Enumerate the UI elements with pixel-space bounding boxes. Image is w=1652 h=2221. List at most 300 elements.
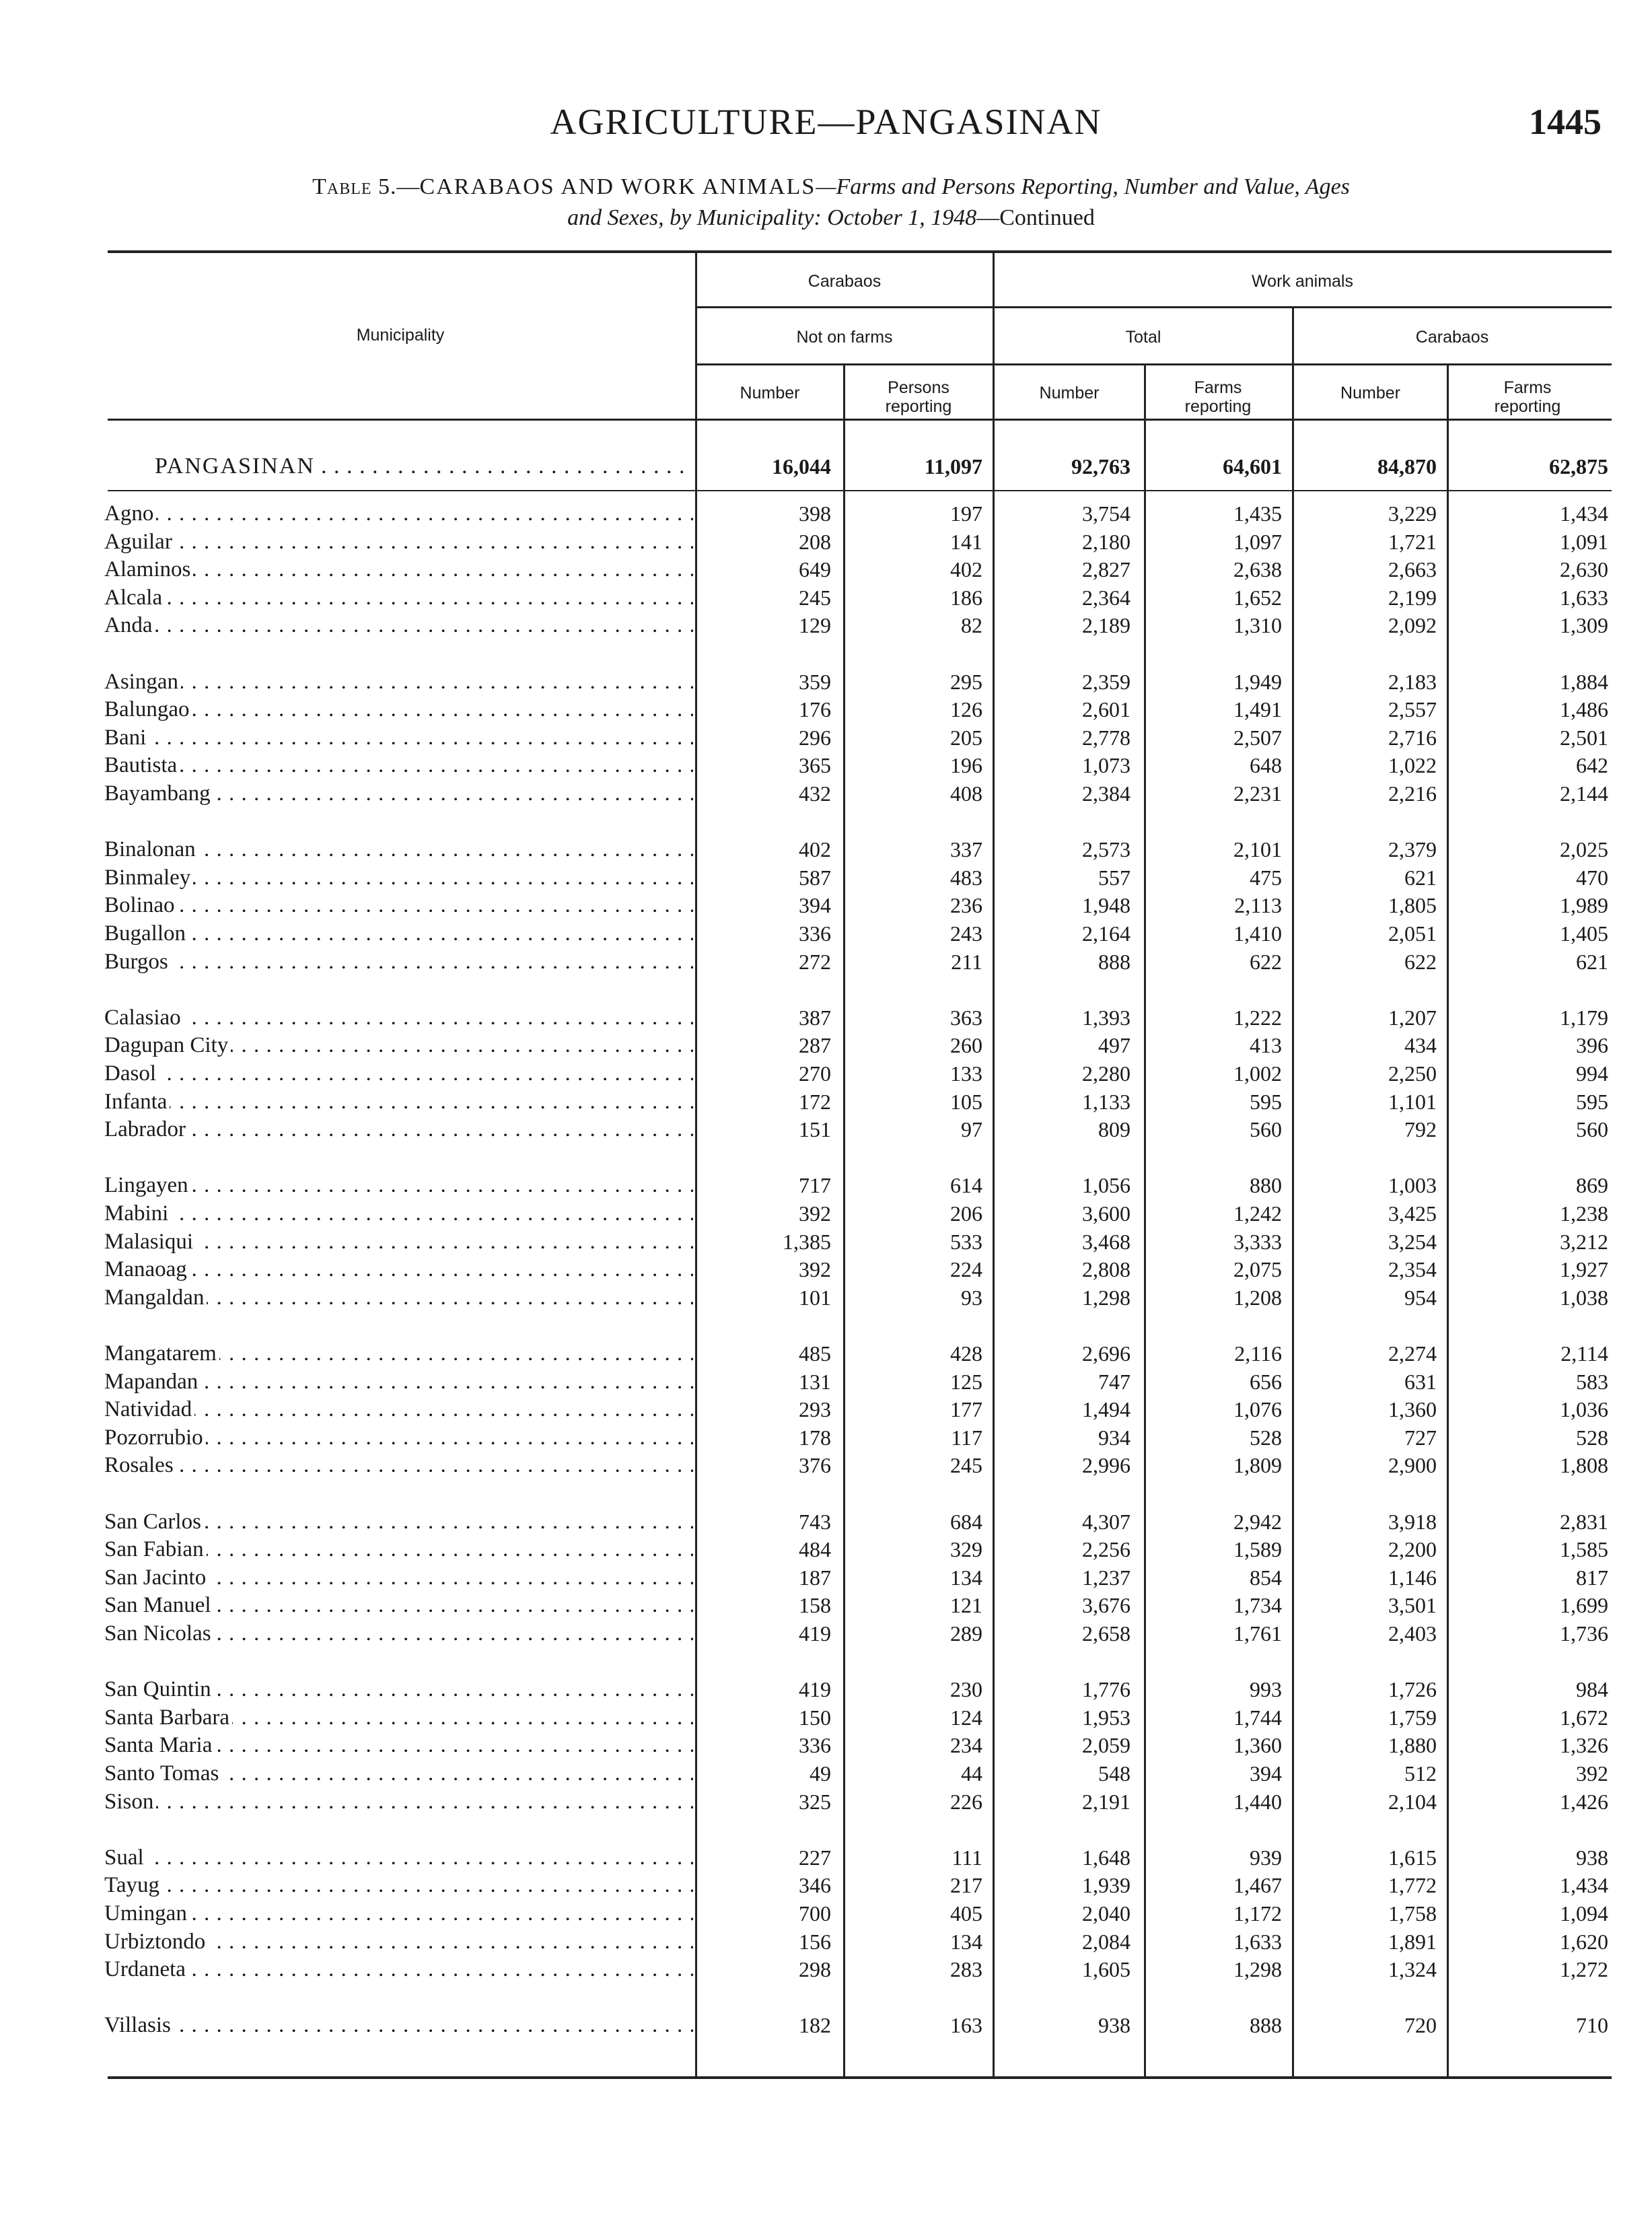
table-cell: 2,507 [1233, 725, 1282, 750]
table-cell: 396 [1576, 1033, 1608, 1058]
municipality-name: San Manuel . . . [104, 1591, 693, 1619]
table-row [0, 891, 1652, 919]
table-cell: 548 [1098, 1761, 1130, 1786]
table-cell: 1,486 [1560, 697, 1608, 722]
table-cell: 1,076 [1233, 1397, 1282, 1422]
table-cell: 196 [950, 753, 982, 778]
table-cell: 1,022 [1388, 753, 1437, 778]
top-rule [108, 250, 1612, 253]
table-cell: 880 [1250, 1173, 1282, 1198]
table-cell: 1,953 [1082, 1705, 1130, 1730]
table-cell: 408 [950, 781, 982, 806]
table-cell: 2,900 [1388, 1453, 1437, 1478]
table-cell: 2,996 [1082, 1453, 1130, 1478]
municipality-name: Urbiztondo . . . [104, 1928, 693, 1956]
table-cell: 236 [950, 893, 982, 918]
table-cell: 1,324 [1388, 1957, 1437, 1982]
municipality-name: Sual . . . [104, 1843, 693, 1872]
table-cell: 293 [799, 1397, 831, 1422]
municipality-name: Bautista . . . [104, 751, 693, 779]
table-cell: 614 [950, 1173, 982, 1198]
table-cell: 1,891 [1388, 1929, 1437, 1954]
table-row [0, 695, 1652, 724]
table-cell: 2,092 [1388, 613, 1437, 638]
table-cell: 1,494 [1082, 1397, 1130, 1422]
table-cell: 1,736 [1560, 1621, 1608, 1646]
table-cell: 1,360 [1388, 1397, 1437, 1422]
col-number-heading-2: Number [1039, 384, 1100, 402]
table-cell: 1,146 [1388, 1565, 1437, 1590]
table-cell: 1,238 [1560, 1201, 1608, 1226]
table-cell: 1,038 [1560, 1285, 1608, 1310]
col-farms-reporting-heading-1: Farms reporting [1184, 378, 1252, 416]
table-cell: 82 [961, 613, 982, 638]
table-cell: 2,280 [1082, 1061, 1130, 1086]
table-cell: 1,615 [1388, 1845, 1437, 1870]
table-cell: 938 [1098, 2013, 1130, 2038]
municipality-name: Urdaneta . . . [104, 1955, 693, 1983]
table-cell: 208 [799, 529, 831, 554]
table-row [0, 779, 1652, 808]
table-cell: 2,827 [1082, 557, 1130, 582]
table-cell: 1,298 [1233, 1957, 1282, 1982]
municipality-name: Agno . . . [104, 499, 693, 528]
municipality-name: Villasis . . . [104, 2011, 693, 2039]
table-cell: 642 [1576, 753, 1608, 778]
table-cell: 283 [950, 1957, 982, 1982]
table-cell: 1,385 [783, 1229, 831, 1254]
page-title: AGRICULTURE—PANGASINAN [550, 102, 1102, 142]
table-row [0, 584, 1652, 612]
table-cell: 93 [961, 1285, 982, 1310]
table-cell: 134 [950, 1929, 982, 1954]
table-cell: 206 [950, 1201, 982, 1226]
municipality-name: Labrador . . . [104, 1115, 693, 1143]
table-cell: 432 [799, 781, 831, 806]
table-cell: 2,189 [1082, 613, 1130, 638]
table-cell: 2,354 [1388, 1257, 1437, 1282]
table-cell: 528 [1576, 1425, 1608, 1450]
table-cell: 434 [1404, 1033, 1437, 1058]
table-row [0, 1675, 1652, 1703]
total-cell: 11,097 [924, 454, 982, 479]
table-cell: 234 [950, 1733, 982, 1758]
table-cell: 2,384 [1082, 781, 1130, 806]
table-cell: 1,759 [1388, 1705, 1437, 1730]
table-cell: 2,191 [1082, 1789, 1130, 1814]
table-row [0, 863, 1652, 892]
table-cell: 1,298 [1082, 1285, 1130, 1310]
municipality-name: Rosales . . . [104, 1451, 693, 1479]
table-cell: 2,051 [1388, 921, 1437, 946]
table-row [0, 1535, 1652, 1563]
table-cell: 151 [799, 1117, 831, 1142]
table-cell: 1,310 [1233, 613, 1282, 638]
table-cell: 121 [950, 1593, 982, 1618]
table-cell: 3,254 [1388, 1229, 1437, 1254]
table-cell: 497 [1098, 1033, 1130, 1058]
table-label: Table 5. [312, 174, 397, 199]
municipality-name: Mapandan . . . [104, 1368, 693, 1396]
table-cell: 684 [950, 1509, 982, 1534]
table-cell: 1,309 [1560, 613, 1608, 638]
table-row [0, 919, 1652, 948]
municipality-name: Bugallon . . . [104, 919, 693, 948]
municipality-name: Infanta . . . [104, 1088, 693, 1116]
col-work-animals-heading: Work animals [1252, 272, 1353, 291]
municipality-name: Bayambang . . . [104, 779, 693, 808]
table-cell: 485 [799, 1341, 831, 1366]
table-cell: 392 [799, 1257, 831, 1282]
table-row [0, 835, 1652, 863]
table-cell: 394 [1250, 1761, 1282, 1786]
table-cell: 3,425 [1388, 1201, 1437, 1226]
table-row [0, 1283, 1652, 1312]
table-cell: 1,491 [1233, 697, 1282, 722]
table-cell: 187 [799, 1565, 831, 1590]
table-cell: 117 [951, 1425, 982, 1450]
table-cell: 150 [799, 1705, 831, 1730]
table-cell: 1,744 [1233, 1705, 1282, 1730]
col-total-heading: Total [1125, 328, 1161, 347]
municipality-name: Balungao . . . [104, 695, 693, 724]
table-row [0, 1788, 1652, 1816]
municipality-name: Anda . . . [104, 611, 693, 639]
table-cell: 336 [799, 921, 831, 946]
table-cell: 1,721 [1388, 529, 1437, 554]
table-cell: 717 [799, 1173, 831, 1198]
table-cell: 710 [1576, 2013, 1608, 2038]
municipality-name: Lingayen . . . [104, 1171, 693, 1199]
table-cell: 2,040 [1082, 1901, 1130, 1926]
table-cell: 295 [950, 669, 982, 694]
municipality-name: Mangaldan . . . [104, 1283, 693, 1312]
municipality-name: Asingan . . . [104, 668, 693, 696]
table-cell: 2,144 [1560, 781, 1608, 806]
table-cell: 197 [950, 501, 982, 526]
municipality-name: Aguilar . . . [104, 528, 693, 556]
table-cell: 49 [810, 1761, 831, 1786]
page-number: 1445 [1529, 102, 1602, 142]
table-cell: 2,274 [1388, 1341, 1437, 1366]
table-row [0, 751, 1652, 779]
table-cell: 1,073 [1082, 753, 1130, 778]
table-cell: 1,809 [1233, 1453, 1282, 1478]
municipality-name: Calasiao . . . [104, 1003, 693, 1032]
table-cell: 1,927 [1560, 1257, 1608, 1282]
table-cell: 376 [799, 1453, 831, 1478]
table-cell: 2,025 [1560, 837, 1608, 862]
table-cell: 2,059 [1082, 1733, 1130, 1758]
continued-label: —Continued [976, 205, 1095, 230]
table-cell: 1,605 [1082, 1957, 1130, 1982]
table-cell: 2,630 [1560, 557, 1608, 582]
table-cell: 289 [950, 1621, 982, 1646]
municipality-name: Tayug . . . [104, 1871, 693, 1899]
table-row [0, 1031, 1652, 1059]
table-cell: 298 [799, 1957, 831, 1982]
table-cell: 2,601 [1082, 697, 1130, 722]
table-cell: 3,600 [1082, 1201, 1130, 1226]
table-row [0, 1731, 1652, 1759]
table-cell: 392 [1576, 1761, 1608, 1786]
table-cell: 2,104 [1388, 1789, 1437, 1814]
table-cell: 809 [1098, 1117, 1130, 1142]
table-cell: 329 [950, 1537, 982, 1562]
table-row [0, 555, 1652, 584]
col-carabaos-heading: Carabaos [807, 272, 882, 291]
table-cell: 595 [1576, 1089, 1608, 1114]
table-row [0, 528, 1652, 556]
table-row [0, 1928, 1652, 1956]
table-cell: 398 [799, 501, 831, 526]
col-not-on-farms-heading: Not on farms [796, 328, 893, 347]
table-cell: 1,434 [1560, 1873, 1608, 1898]
table-cell: 747 [1098, 1369, 1130, 1394]
table-cell: 656 [1250, 1369, 1282, 1394]
table-cell: 428 [950, 1341, 982, 1366]
table-cell: 1,101 [1388, 1089, 1437, 1114]
table-cell: 97 [961, 1117, 982, 1142]
table-row [0, 1591, 1652, 1619]
table-cell: 869 [1576, 1173, 1608, 1198]
municipality-name: San Quintin . . . [104, 1675, 693, 1703]
table-cell: 359 [799, 669, 831, 694]
table-cell: 1,467 [1233, 1873, 1282, 1898]
table-cell: 2,250 [1388, 1061, 1437, 1086]
municipality-name: Bani . . . [104, 724, 693, 752]
table-cell: 817 [1576, 1565, 1608, 1590]
table-row [0, 1339, 1652, 1368]
table-cell: 125 [950, 1369, 982, 1394]
table-cell: 483 [950, 865, 982, 890]
table-cell: 1,272 [1560, 1957, 1608, 1982]
table-cell: 2,116 [1234, 1341, 1282, 1366]
table-cell: 44 [961, 1761, 982, 1786]
table-cell: 470 [1576, 865, 1608, 890]
table-cell: 621 [1404, 865, 1437, 890]
table-cell: 1,410 [1233, 921, 1282, 946]
table-row [0, 1395, 1652, 1423]
table-row [0, 1563, 1652, 1592]
table-cell: 3,229 [1388, 501, 1437, 526]
table-cell: 1,761 [1233, 1621, 1282, 1646]
table-row [0, 611, 1652, 639]
table-cell: 2,164 [1082, 921, 1130, 946]
table-cell: 337 [950, 837, 982, 862]
table-cell: 1,094 [1560, 1901, 1608, 1926]
table-cell: 296 [799, 725, 831, 750]
municipality-name: Bolinao . . . [104, 891, 693, 919]
table-row [0, 1703, 1652, 1732]
table-cell: 993 [1250, 1677, 1282, 1702]
table-cell: 1,585 [1560, 1537, 1608, 1562]
total-cell: 62,875 [1549, 454, 1608, 479]
table-cell: 245 [799, 585, 831, 610]
table-row [0, 1171, 1652, 1199]
table-cell: 475 [1250, 865, 1282, 890]
table-cell: 1,091 [1560, 529, 1608, 554]
table-cell: 2,501 [1560, 725, 1608, 750]
table-cell: 528 [1250, 1425, 1282, 1450]
table-cell: 4,307 [1082, 1509, 1130, 1534]
table-cell: 954 [1404, 1285, 1437, 1310]
table-caption [108, 172, 1554, 234]
total-rule [108, 490, 1612, 491]
municipality-name: San Jacinto . . . [104, 1563, 693, 1592]
table-cell: 1,652 [1233, 585, 1282, 610]
table-cell: 1,620 [1560, 1929, 1608, 1954]
table-cell: 2,638 [1233, 557, 1282, 582]
table-cell: 1,772 [1388, 1873, 1437, 1898]
table-cell: 243 [950, 921, 982, 946]
table-cell: 2,256 [1082, 1537, 1130, 1562]
table-cell: 1,242 [1233, 1201, 1282, 1226]
table-row [0, 1451, 1652, 1479]
bottom-rule [108, 2076, 1612, 2079]
table-cell: 402 [950, 557, 982, 582]
table-cell: 700 [799, 1901, 831, 1926]
table-cell: 720 [1404, 2013, 1437, 2038]
table-cell: 560 [1576, 1117, 1608, 1142]
table-cell: 994 [1576, 1061, 1608, 1086]
col-carabaos-sub-heading: Carabaos [1415, 328, 1489, 347]
total-municipality: PANGASINAN . . . [155, 452, 693, 481]
municipality-name: Alcala . . . [104, 584, 693, 612]
table-cell: 1,222 [1233, 1005, 1282, 1030]
municipality-name: Manaoag . . . [104, 1255, 693, 1283]
table-cell: 2,359 [1082, 669, 1130, 694]
table-cell: 1,734 [1233, 1593, 1282, 1618]
table-cell: 3,754 [1082, 501, 1130, 526]
table-cell: 1,435 [1233, 501, 1282, 526]
table-cell: 1,133 [1082, 1089, 1130, 1114]
table-cell: 622 [1404, 949, 1437, 974]
table-cell: 2,778 [1082, 725, 1130, 750]
col-number-heading-3: Number [1340, 384, 1400, 402]
total-cell: 16,044 [772, 454, 831, 479]
table-cell: 270 [799, 1061, 831, 1086]
table-cell: 512 [1404, 1761, 1437, 1786]
table-cell: 405 [950, 1901, 982, 1926]
table-cell: 158 [799, 1593, 831, 1618]
table-cell: 2,183 [1388, 669, 1437, 694]
table-cell: 1,939 [1082, 1873, 1130, 1898]
table-cell: 177 [950, 1397, 982, 1422]
table-cell: 2,403 [1388, 1621, 1437, 1646]
table-row [0, 1619, 1652, 1648]
table-cell: 934 [1098, 1425, 1130, 1450]
table-cell: 1,633 [1560, 585, 1608, 610]
municipality-name: Sison . . . [104, 1788, 693, 1816]
table-cell: 557 [1098, 865, 1130, 890]
table-cell: 1,726 [1388, 1677, 1437, 1702]
table-cell: 211 [951, 949, 982, 974]
table-cell: 325 [799, 1789, 831, 1814]
total-cell: 84,870 [1377, 454, 1437, 479]
table-cell: 1,440 [1233, 1789, 1282, 1814]
table-cell: 1,003 [1388, 1173, 1437, 1198]
table-cell: 2,114 [1560, 1341, 1608, 1366]
table-cell: 105 [950, 1089, 982, 1114]
table-cell: 1,056 [1082, 1173, 1130, 1198]
table-cell: 622 [1250, 949, 1282, 974]
table-cell: 129 [799, 613, 831, 638]
table-row [0, 724, 1652, 752]
table-cell: 2,716 [1388, 725, 1437, 750]
municipality-name: Burgos . . . [104, 948, 693, 976]
table-row [0, 499, 1652, 528]
table-cell: 392 [799, 1201, 831, 1226]
municipality-name: Santa Maria . . . [104, 1731, 693, 1759]
table-cell: 1,360 [1233, 1733, 1282, 1758]
table-cell: 413 [1250, 1033, 1282, 1058]
col-municipality-heading: Municipality [356, 326, 445, 345]
table-cell: 272 [799, 949, 831, 974]
table-cell: 583 [1576, 1369, 1608, 1394]
table-cell: 230 [950, 1677, 982, 1702]
municipality-name: Natividad . . . [104, 1395, 693, 1423]
table-cell: 587 [799, 865, 831, 890]
table-cell: 560 [1250, 1117, 1282, 1142]
table-cell: 394 [799, 893, 831, 918]
table-row [0, 668, 1652, 696]
municipality-name: Mangatarem . . . [104, 1339, 693, 1368]
total-row [0, 452, 1652, 481]
table-cell: 1,989 [1560, 893, 1608, 918]
table-cell: 1,179 [1560, 1005, 1608, 1030]
table-cell: 2,231 [1233, 781, 1282, 806]
table-cell: 1,648 [1082, 1845, 1130, 1870]
table-row [0, 1423, 1652, 1452]
table-cell: 245 [950, 1453, 982, 1478]
table-cell: 126 [950, 697, 982, 722]
table-cell: 178 [799, 1425, 831, 1450]
table-row [0, 1368, 1652, 1396]
table-cell: 186 [950, 585, 982, 610]
table-row [0, 1899, 1652, 1928]
table-cell: 2,379 [1388, 837, 1437, 862]
municipality-name: Malasiqui . . . [104, 1228, 693, 1256]
table-cell: 182 [799, 2013, 831, 2038]
table-cell: 419 [799, 1621, 831, 1646]
table-cell: 1,805 [1388, 893, 1437, 918]
table-cell: 226 [950, 1789, 982, 1814]
table-cell: 1,434 [1560, 501, 1608, 526]
col-farms-reporting-heading-2: Farms reporting [1494, 378, 1561, 416]
table-cell: 1,589 [1233, 1537, 1282, 1562]
table-cell: 1,036 [1560, 1397, 1608, 1422]
table-cell: 533 [950, 1229, 982, 1254]
table-cell: 101 [799, 1285, 831, 1310]
table-cell: 156 [799, 1929, 831, 1954]
table-cell: 595 [1250, 1089, 1282, 1114]
table-row [0, 1115, 1652, 1143]
municipality-name: Pozorrubio . . . [104, 1423, 693, 1452]
table-cell: 2,199 [1388, 585, 1437, 610]
municipality-name: Alaminos . . . [104, 555, 693, 584]
table-cell: 3,333 [1233, 1229, 1282, 1254]
table-cell: 2,364 [1082, 585, 1130, 610]
header-bottom-rule [108, 419, 1612, 421]
table-cell: 743 [799, 1509, 831, 1534]
table-cell: 163 [950, 2013, 982, 2038]
table-row [0, 1843, 1652, 1872]
table-cell: 336 [799, 1733, 831, 1758]
table-cell: 939 [1250, 1845, 1282, 1870]
table-cell: 1,393 [1082, 1005, 1130, 1030]
table-cell: 402 [799, 837, 831, 862]
